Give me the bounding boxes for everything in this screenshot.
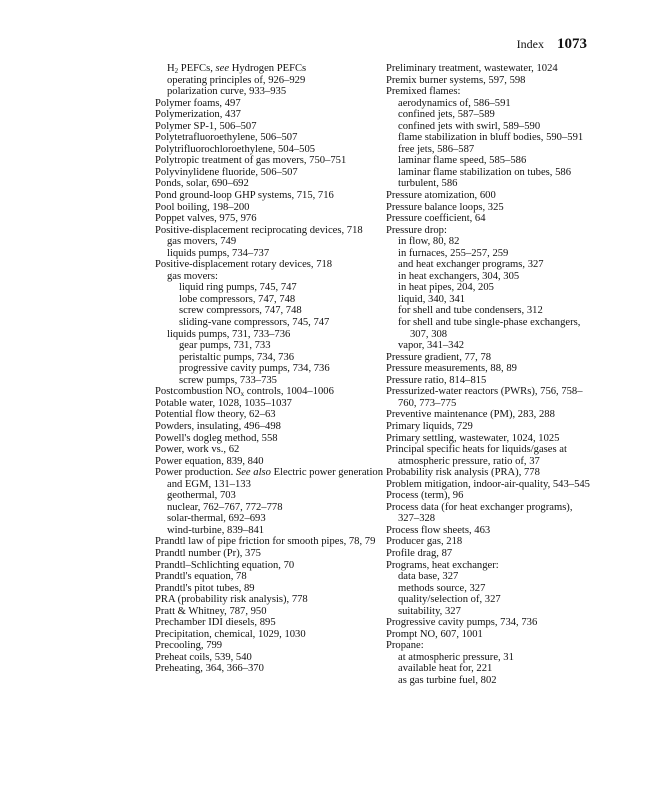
- index-entry: Polytropic treatment of gas movers, 750–751: [155, 155, 347, 167]
- index-entry: Profile drag, 87: [386, 547, 453, 559]
- index-entry: quality/selection of, 327: [398, 594, 501, 606]
- index-entry: laminar flame stabilization on tubes, 586: [398, 166, 571, 178]
- index-entry: Principal specific heats for liquids/gases at atmospheric pressure, ratio of, 37: [386, 444, 567, 467]
- index-column-right: [386, 63, 596, 687]
- index-entry: for shell and tube condensers, 312: [398, 305, 543, 317]
- index-entry: Pressure ratio, 814–815: [386, 374, 487, 386]
- index-entry: available heat for, 221: [398, 663, 493, 675]
- index-entry: liquids pumps, 734–737: [167, 247, 270, 259]
- index-entry: Prandtl number (Pr), 375: [155, 547, 261, 559]
- index-entry: liquids pumps, 731, 733–736: [167, 328, 291, 340]
- index-entry: Prandtl's pitot tubes, 89: [155, 582, 255, 594]
- index-entry: Pressure coefficient, 64: [386, 213, 486, 225]
- index-entry: Pool boiling, 198–200: [155, 201, 250, 213]
- index-entry: Prandtl–Schlichting equation, 70: [155, 559, 295, 571]
- index-entry: Pressure drop:: [386, 224, 447, 236]
- index-entry: Potable water, 1028, 1035–1037: [155, 397, 292, 409]
- index-entry: Powders, insulating, 496–498: [155, 420, 281, 432]
- index-entry: in heat pipes, 204, 205: [398, 282, 494, 294]
- index-entry: at atmospheric pressure, 31: [398, 651, 514, 663]
- index-entry: operating principles of, 926–929: [167, 74, 306, 86]
- index-entry: liquid, 340, 341: [398, 293, 466, 305]
- index-entry: Postcombustion $NO_x$ controls, 1004–1006: [155, 386, 334, 399]
- index-entry: Potential flow theory, 62–63: [155, 409, 276, 421]
- index-entry: Process flow sheets, 463: [386, 524, 491, 536]
- index-entry: Precooling, 799: [155, 640, 223, 652]
- index-entry: screw pumps, 733–735: [179, 374, 277, 386]
- index-entry: Poppet valves, 975, 976: [155, 213, 257, 225]
- index-entry: Polymer SP-1, 506–507: [155, 120, 257, 132]
- index-entry: Prechamber IDI diesels, 895: [155, 617, 276, 629]
- index-entry: Prandtl law of pipe friction for smooth pipes, 78, 79: [155, 536, 376, 548]
- index-entry: progressive cavity pumps, 734, 736: [179, 363, 330, 375]
- index-entry: Prompt NO, 607, 1001: [386, 628, 483, 640]
- index-entry: gear pumps, 731, 733: [179, 340, 271, 352]
- index-entry: Pressure balance loops, 325: [386, 201, 504, 213]
- index-entry: Probability risk analysis (PRA), 778: [386, 467, 540, 479]
- index-entry: Primary liquids, 729: [386, 420, 473, 432]
- index-entry: gas movers, 749: [167, 236, 237, 248]
- index-entry: Powell's dogleg method, 558: [155, 432, 278, 444]
- index-entry: solar-thermal, 692–693: [167, 513, 266, 525]
- index-entry: Power equation, 839, 840: [155, 455, 264, 467]
- index-entry: nuclear, 762–767, 772–778: [167, 501, 283, 513]
- index-entry: Preliminary treatment, wastewater, 1024: [386, 63, 558, 74]
- index-entry: polarization curve, 933–935: [167, 86, 287, 98]
- index-entry: Process (term), 96: [386, 490, 464, 502]
- index-entry: aerodynamics of, 586–591: [398, 97, 511, 109]
- index-entry: Process data (for heat exchanger programs), 327–328: [386, 501, 573, 525]
- index-entry: Positive-displacement rotary devices, 718: [155, 259, 333, 271]
- index-entry: Pressure atomization, 600: [386, 190, 496, 202]
- index-entry: Progressive cavity pumps, 734, 736: [386, 617, 538, 629]
- index-entry: Power production. See also Electric power generation: [155, 467, 383, 479]
- index-entry: flame stabilization in bluff bodies, 590–591: [398, 132, 584, 144]
- index-entry: Premixed flames:: [386, 86, 461, 98]
- index-entry: data base, 327: [398, 571, 459, 583]
- index-entry: Precipitation, chemical, 1029, 1030: [155, 628, 306, 640]
- index-entry: in flow, 80, 82: [398, 236, 460, 248]
- index-entry: Power, work vs., 62: [155, 444, 240, 456]
- index-entry: wind-turbine, 839–841: [167, 524, 265, 536]
- index-entry: PRA (probability risk analysis), 778: [155, 594, 308, 606]
- index-entry: Polymerization, 437: [155, 109, 241, 121]
- index-entry: peristaltic pumps, 734, 736: [179, 351, 295, 363]
- index-entry: Premix burner systems, 597, 598: [386, 74, 526, 86]
- running-header: [517, 36, 587, 53]
- index-entry: Programs, heat exchanger:: [386, 559, 499, 571]
- index-entry: Primary settling, wastewater, 1024, 1025: [386, 432, 560, 444]
- index-entry: Pond ground-loop GHP systems, 715, 716: [155, 190, 334, 202]
- header-label: Index: [516, 37, 544, 51]
- index-entry: screw compressors, 747, 748: [179, 305, 302, 317]
- index-entry: Preheat coils, 539, 540: [155, 651, 252, 663]
- index-entry: Polyvinylidene fluoride, 506–507: [155, 166, 298, 178]
- index-entry: Ponds, solar, 690–692: [155, 178, 249, 190]
- index-entry: confined jets with swirl, 589–590: [398, 120, 541, 132]
- index-entry: and heat exchanger programs, 327: [398, 259, 544, 271]
- index-entry: in furnaces, 255–257, 259: [398, 247, 509, 259]
- index-entry: $H_2$ PEFCs, see Hydrogen PEFCs: [167, 63, 307, 75]
- index-entry: methods source, 327: [398, 582, 486, 594]
- index-entry: Pressurized-water reactors (PWRs), 756, 758–760, 773–775: [386, 386, 583, 409]
- index-entry: and EGM, 131–133: [167, 478, 251, 490]
- index-entry: Polytetrafluoroethylene, 506–507: [155, 132, 298, 144]
- index-entry: geothermal, 703: [167, 490, 236, 502]
- index-entry: sliding-vane compressors, 745, 747: [179, 317, 330, 329]
- index-entry: vapor, 341–342: [398, 340, 465, 352]
- index-entry: Polytrifluorochloroethylene, 504–505: [155, 143, 316, 155]
- index-entry: Pressure measurements, 88, 89: [386, 363, 517, 375]
- index-entry: Producer gas, 218: [386, 536, 463, 548]
- page-number: 1073: [557, 36, 587, 52]
- index-entry: Polymer foams, 497: [155, 97, 241, 109]
- index-entry: free jets, 586–587: [398, 143, 475, 155]
- index-entry: as gas turbine fuel, 802: [398, 674, 497, 686]
- index-entry: for shell and tube single-phase exchangers, 307, 308: [398, 317, 581, 340]
- index-entry: turbulent, 586: [398, 178, 458, 190]
- index-entry: lobe compressors, 747, 748: [179, 293, 296, 305]
- index-entry: liquid ring pumps, 745, 747: [179, 282, 297, 294]
- index-entry: Problem mitigation, indoor-air-quality, 543–545: [386, 478, 590, 490]
- index-entry: suitability, 327: [398, 605, 461, 617]
- index-entry: laminar flame speed, 585–586: [398, 155, 527, 167]
- index-entry: Preventive maintenance (PM), 283, 288: [386, 409, 555, 421]
- index-entry: gas movers:: [167, 270, 218, 282]
- index-entry: confined jets, 587–589: [398, 109, 495, 121]
- index-entry: Preheating, 364, 366–370: [155, 663, 264, 675]
- index-entry: Prandtl's equation, 78: [155, 571, 247, 583]
- index-entry: Positive-displacement reciprocating devices, 718: [155, 224, 363, 236]
- index-column-left: [155, 63, 390, 675]
- index-entry: in heat exchangers, 304, 305: [398, 270, 520, 282]
- index-entry: Pressure gradient, 77, 78: [386, 351, 492, 363]
- index-entry: Propane:: [386, 640, 424, 652]
- index-entry: Pratt & Whitney, 787, 950: [155, 605, 267, 617]
